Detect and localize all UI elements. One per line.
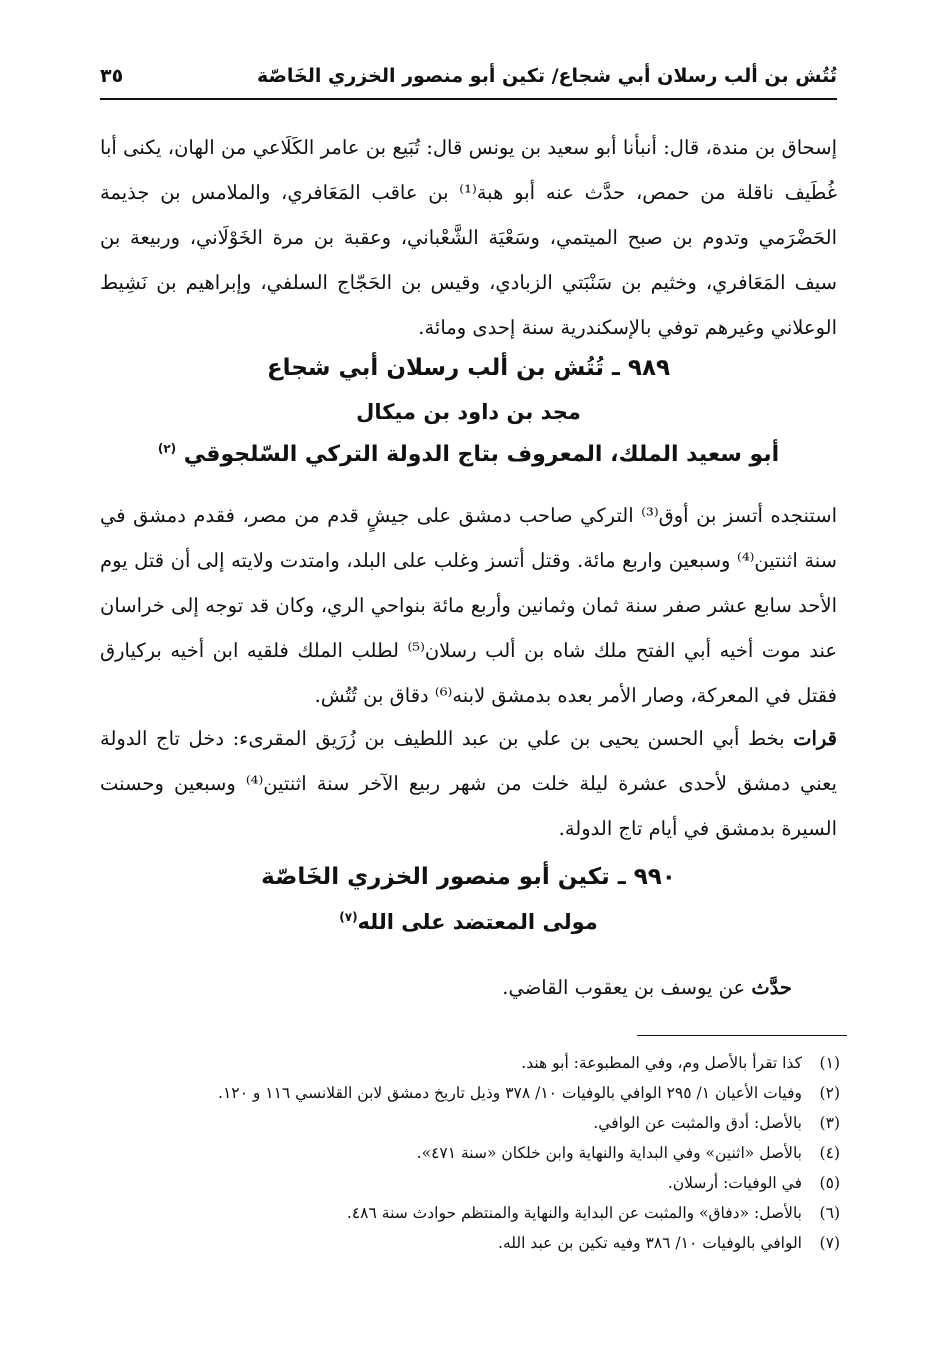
entry-989-kunya-text: أبو سعيد الملك، المعروف بتاج الدولة التركي السّلجوقي (183, 442, 780, 467)
footnote-text: في الوفيات: أرسلان. (667, 1174, 802, 1192)
entry-989-kunya (100, 442, 837, 467)
footnote-text: الوافي بالوفيات ١٠/ ٣٨٦ وفيه تكين بن عبد الله. (498, 1234, 802, 1252)
footnotes-list (100, 1048, 840, 1258)
lead-word: حدَّث (751, 976, 792, 999)
entry-989-paragraph: استنجده أتسز بن أوق⁽³⁾ التركي صاحب دمشق على جيشٍ قدم من مصر، فقدم دمشق في سنة اثنتين⁽⁴⁾ وسبعين واربع مائة. وقتل أتسز وغلب على البلد، وامتدت ولايته إلى أن قتل يوم الأحد سابع عشر صفر سنة ثمان وثمانين وأربع مائة بنواحي الري، وكان قد توجه إلى خراسان عند موت أخيه أبي الفتح ملك شاه بن ألب رسلان⁽⁵⁾ لطلب الملك فلقيه ابن أخيه بركيارق فقتل في المعركة، وصار الأمر بعده بدمشق لابنه⁽⁶⁾ دقاق بن تُتُش. (100, 504, 838, 707)
footnote-number: (٦) (819, 1204, 840, 1222)
footnote-number: (٥) (819, 1174, 840, 1192)
running-head-title: تُتُش بن ألب رسلان أبي شجاع/ تكين أبو منصور الخزري الخَاصّة (256, 65, 837, 87)
footnote-item (100, 1168, 840, 1198)
footnote-number: (٢) (819, 1084, 840, 1102)
entry-989-subtitle: مجد بن داود بن ميكال (356, 400, 581, 424)
footnote-text: وفيات الأعيان ١/ ٢٩٥ الوافي بالوفيات ١٠/ ٣٧٨ وذيل تاريخ دمشق لابن القلانسي ١١٦ و ١٢٠. (218, 1084, 802, 1102)
entry-990-heading: ٩٩٠ ـ تكين أبو منصور الخزري الخَاصّة (261, 864, 676, 890)
footnote-number: (٤) (819, 1144, 840, 1162)
footnote-text: بالأصل: «دفاق» والمثبت عن البداية والنهاية والمنتظم حوادث سنة ٤٨٦. (346, 1204, 802, 1222)
header-rule (100, 98, 837, 100)
paragraph-continuation: إسحاق بن مندة، قال: أنبأنا أبو سعيد بن يونس قال: تُبَيع بن عامر الكَلَاعي من الهان، يكنى أبا غُطَيف ناقلة من حمص، حدَّث عنه أبو هبة⁽¹⁾ بن عاقب المَعَافري، والملامس بن جذيمة الحَضْرَمي وتدوم بن صبح الميتمي، وسَعْيَة الشَّعْباني، وعقبة بن مرة الخَوْلَاني، وربيعة بن سيف المَعَافري، وخثيم بن سَنْبَتي الزبادي، وقيس بن الحَجّاج السلفي، وإبراهيم بن نَشِيط الوعلاني وغيرهم توفي بالإسكندرية سنة إحدى ومائة. (100, 136, 837, 339)
entry-990-subtitle (100, 910, 837, 934)
footnote-item (100, 1078, 840, 1108)
footnote-item (100, 1108, 840, 1138)
footnote-item (100, 1228, 840, 1258)
footnote-text: بالأصل «اثنين» وفي البداية والنهاية وابن خلكان «سنة ٤٧١». (416, 1144, 802, 1162)
footnote-item (100, 1198, 840, 1228)
footnote-text: بالأصل: أدق والمثبت عن الوافي. (593, 1114, 802, 1132)
footnote-text: كذا تقرأ بالأصل وم، وفي المطبوعة: أبو هند. (521, 1054, 802, 1072)
running-head (100, 58, 837, 94)
page-number: ٣٥ (100, 65, 124, 87)
entry-989-heading: ٩٨٩ ـ تُتُش بن ألب رسلان أبي شجاع (266, 355, 671, 381)
footnote-number: (٣) (819, 1114, 840, 1132)
entry-990-paragraph (100, 965, 792, 1010)
paragraph-text: بخط أبي الحسن يحيى بن علي بن عبد اللطيف بن زُرَيق المقرىء: دخل تاج الدولة يعني دمشق لأحدى عشرة ليلة خلت من شهر ربيع الآخر سنة اثنتين⁽⁴⁾ وسبعين وحسنت السيرة بدمشق في أيام تاج الدولة. (100, 727, 837, 840)
footnote-rule (637, 1035, 847, 1036)
footnote-ref: (٢) (157, 441, 177, 456)
footnote-number: (٧) (819, 1234, 840, 1252)
lead-word: قرات (793, 727, 837, 750)
entry-990-subtitle-text: مولى المعتضد على الله (357, 910, 598, 934)
footnote-number: (١) (819, 1054, 840, 1072)
paragraph-text: عن يوسف بن يعقوب القاضي. (502, 976, 752, 999)
footnote-ref: (٧) (339, 910, 358, 924)
footnote-item (100, 1048, 840, 1078)
footnote-item (100, 1138, 840, 1168)
entry-989-paragraph-2 (100, 716, 837, 851)
